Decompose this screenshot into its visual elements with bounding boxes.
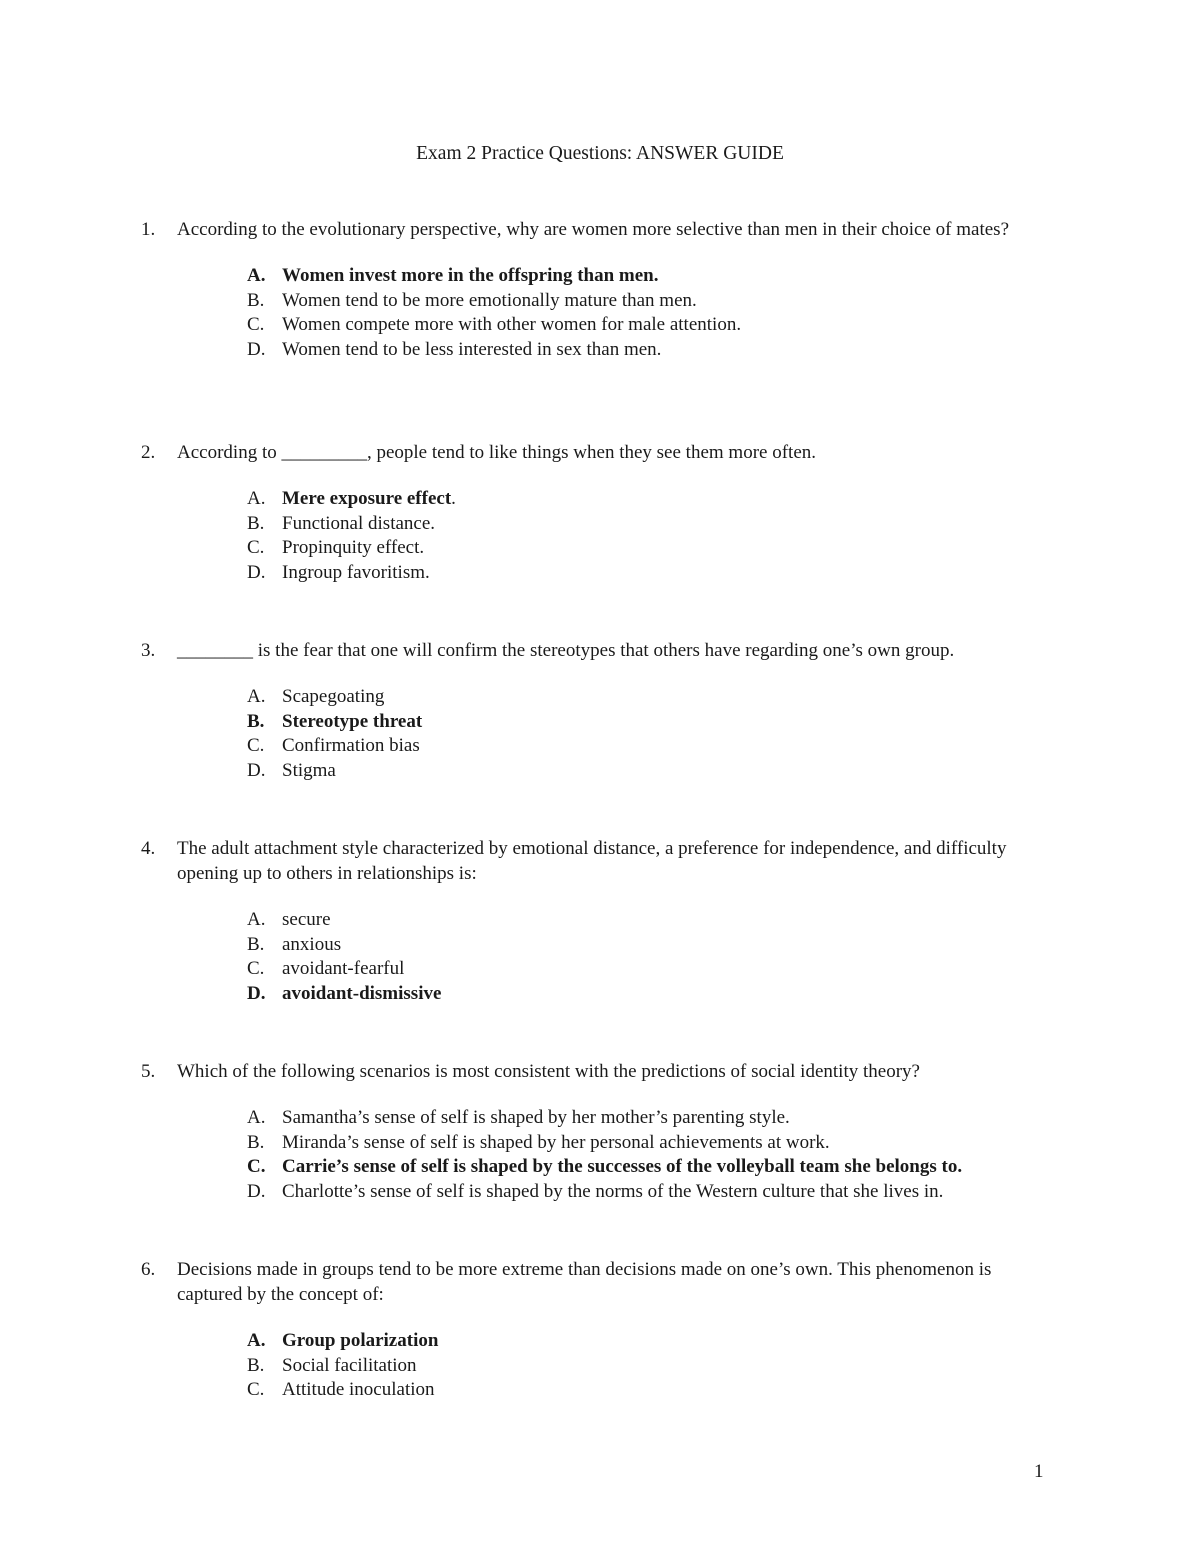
option-letter: B. — [247, 710, 265, 732]
answer-option — [247, 759, 1061, 784]
option-text: Ingroup favoritism. — [282, 562, 430, 584]
question-stem — [141, 1257, 1061, 1307]
answer-option — [247, 1354, 1061, 1379]
option-letter: A. — [247, 1330, 266, 1351]
option-letter: A. — [247, 488, 266, 509]
option-letter: C. — [247, 1379, 265, 1401]
answer-option — [247, 289, 1061, 314]
option-letter: C. — [247, 537, 265, 559]
question-3 — [141, 638, 1061, 784]
option-text: Attitude inoculation — [282, 1379, 435, 1401]
question-stem — [141, 638, 1061, 663]
option-text: Social facilitation — [282, 1354, 417, 1376]
answer-option-correct — [247, 982, 1061, 1007]
option-text: secure — [282, 909, 331, 930]
question-text: Which of the following scenarios is most consistent with the predictions of social identity theory? — [177, 1061, 920, 1082]
option-letter: D. — [247, 562, 266, 584]
answer-option-correct — [247, 1329, 1061, 1354]
answer-option — [247, 313, 1061, 338]
question-stem — [141, 440, 1061, 465]
answer-option — [247, 908, 1061, 933]
question-2 — [141, 440, 1061, 586]
answer-option-correct — [247, 1155, 1061, 1180]
option-text: Mere exposure effect — [282, 488, 452, 509]
option-text: avoidant-dismissive — [282, 983, 442, 1005]
answer-options — [141, 264, 1061, 363]
question-text: Decisions made in groups tend to be more extreme than decisions made on one’s own. This phenomenon is captured by the concept of: — [177, 1259, 992, 1305]
answer-option-correct — [247, 487, 1061, 512]
option-letter: D. — [247, 339, 266, 361]
option-text: Carrie’s sense of self is shaped by the successes of the volleyball team she belongs to. — [282, 1156, 963, 1178]
answer-option — [247, 1131, 1061, 1156]
question-number: 3. — [141, 640, 156, 661]
question-text: According to _________, people tend to like things when they see them more often. — [177, 442, 816, 463]
option-text: Confirmation bias — [282, 735, 420, 757]
option-letter: A. — [247, 265, 266, 286]
option-text: Women tend to be less interested in sex than men. — [282, 339, 662, 361]
question-number: 6. — [141, 1259, 156, 1280]
answer-options — [141, 487, 1061, 586]
question-text: According to the evolutionary perspective, why are women more selective than men in their choice of mates? — [177, 219, 1010, 240]
option-text: Miranda’s sense of self is shaped by her personal achievements at work. — [282, 1131, 830, 1153]
answer-option — [247, 685, 1061, 710]
option-letter: C. — [247, 735, 265, 757]
option-letter: D. — [247, 983, 266, 1005]
option-text: Group polarization — [282, 1330, 439, 1351]
option-text: Stigma — [282, 760, 336, 782]
option-suffix: . — [451, 488, 456, 509]
option-letter: A. — [247, 1107, 266, 1128]
option-letter: D. — [247, 1181, 266, 1203]
option-letter: B. — [247, 1131, 265, 1153]
option-text: Functional distance. — [282, 512, 436, 534]
answer-options — [141, 685, 1061, 784]
option-text: Samantha’s sense of self is shaped by her mother’s parenting style. — [282, 1107, 790, 1128]
answer-options — [141, 1329, 1061, 1403]
question-4 — [141, 836, 1061, 1007]
option-letter: B. — [247, 289, 265, 311]
answer-option — [247, 734, 1061, 759]
option-letter: D. — [247, 760, 266, 782]
option-text: Stereotype threat — [282, 710, 423, 732]
question-number: 2. — [141, 442, 156, 463]
question-text: The adult attachment style characterized by emotional distance, a preference for independence, and difficulty opening up to others in relationships is: — [177, 838, 1007, 884]
option-text: Women tend to be more emotionally mature than men. — [282, 289, 697, 311]
option-letter: A. — [247, 909, 266, 930]
page-number: 1 — [1034, 1461, 1044, 1482]
option-letter: B. — [247, 1354, 265, 1376]
option-letter: A. — [247, 686, 266, 707]
option-text: Women invest more in the offspring than men. — [282, 265, 659, 286]
option-text: avoidant-fearful — [282, 958, 405, 980]
answer-option — [247, 1378, 1061, 1403]
question-stem — [141, 836, 1061, 886]
answer-option — [247, 1180, 1061, 1205]
option-text: anxious — [282, 933, 342, 955]
answer-option-correct — [247, 710, 1061, 735]
answer-option — [247, 561, 1061, 586]
option-letter: C. — [247, 958, 265, 980]
question-number: 1. — [141, 219, 156, 240]
option-letter: C. — [247, 314, 265, 336]
answer-option — [247, 512, 1061, 537]
option-text: Charlotte’s sense of self is shaped by the norms of the Western culture that she lives in. — [282, 1181, 944, 1203]
option-text: Propinquity effect. — [282, 537, 425, 559]
document-title: Exam 2 Practice Questions: ANSWER GUIDE — [416, 143, 784, 164]
answer-option — [247, 338, 1061, 363]
question-stem — [141, 1059, 1061, 1084]
question-number: 5. — [141, 1061, 156, 1082]
option-letter: B. — [247, 512, 265, 534]
option-letter: C. — [247, 1156, 266, 1178]
answer-option-correct — [247, 264, 1061, 289]
question-1 — [141, 217, 1061, 363]
question-6 — [141, 1257, 1061, 1403]
answer-options — [141, 908, 1061, 1007]
answer-option — [247, 933, 1061, 958]
answer-option — [247, 957, 1061, 982]
option-letter: B. — [247, 933, 265, 955]
question-text: ________ is the fear that one will confirm the stereotypes that others have regarding one’s own group. — [177, 640, 955, 661]
question-5 — [141, 1059, 1061, 1205]
question-stem — [141, 217, 1061, 242]
answer-options — [141, 1106, 1061, 1205]
option-text: Scapegoating — [282, 686, 385, 707]
question-number: 4. — [141, 838, 156, 859]
answer-option — [247, 1106, 1061, 1131]
answer-option — [247, 536, 1061, 561]
option-text: Women compete more with other women for male attention. — [282, 314, 742, 336]
